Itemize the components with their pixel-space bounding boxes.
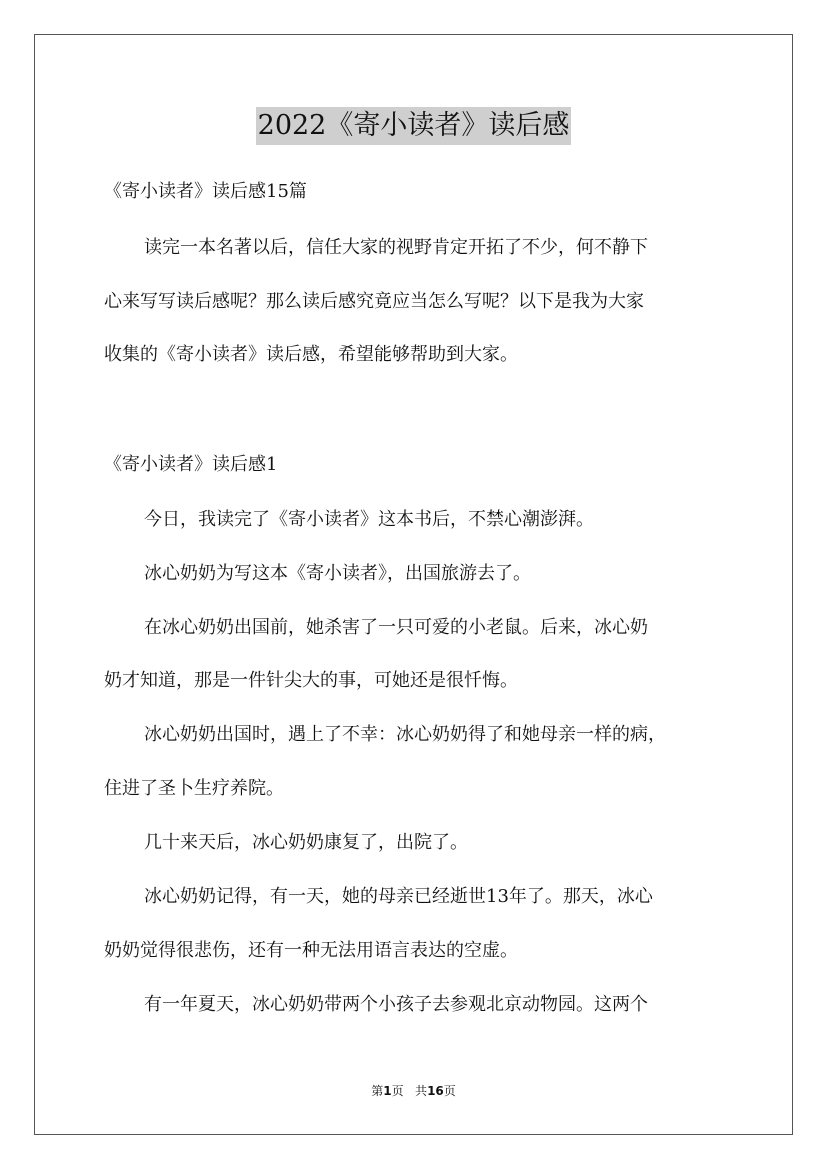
- body-line-5: 冰心奶奶出国时，遇上了不幸：冰心奶奶得了和她母亲一样的病，: [144, 724, 666, 745]
- document-title-text: 2022《寄小读者》读后感: [256, 107, 572, 145]
- body-line-3: 在冰心奶奶出国前，她杀害了一只可爱的小老鼠。后来，冰心奶: [144, 617, 648, 638]
- section-heading: 《寄小读者》读后感1: [104, 454, 278, 475]
- body-line-9: 奶奶觉得很悲伤，还有一种无法用语言表达的空虚。: [104, 940, 518, 961]
- document-title: [0, 104, 827, 145]
- total-page-count: 16: [427, 1084, 444, 1098]
- body-line-8: 冰心奶奶记得，有一天，她的母亲已经逝世13年了。那天，冰心: [144, 886, 653, 907]
- intro-line-1: 读完一本名著以后，信任大家的视野肯定开拓了不少，何不静下: [144, 237, 648, 258]
- intro-line-3: 收集的《寄小读者》读后感，希望能够帮助到大家。: [104, 344, 518, 365]
- page-footer: [0, 1083, 827, 1099]
- footer-prefix: 第: [371, 1084, 384, 1098]
- body-line-7: 几十来天后，冰心奶奶康复了，出院了。: [144, 832, 468, 853]
- current-page-number: 1: [383, 1084, 392, 1098]
- body-line-2: 冰心奶奶为写这本《寄小读者》，出国旅游去了。: [144, 563, 531, 584]
- footer-page-suffix: 页: [391, 1084, 404, 1098]
- body-line-4: 奶才知道，那是一件针尖大的事，可她还是很忏悔。: [104, 670, 518, 691]
- footer-total-prefix: 共: [415, 1084, 428, 1098]
- body-line-10: 有一年夏天，冰心奶奶带两个小孩子去参观北京动物园。这两个: [144, 994, 648, 1015]
- footer-total-suffix: 页: [443, 1084, 456, 1098]
- intro-line-2: 心来写写读后感呢？那么读后感究竟应当怎么写呢？以下是我为大家: [104, 291, 644, 312]
- body-line-6: 住进了圣卜生疗养院。: [104, 778, 284, 799]
- body-line-1: 今日，我读完了《寄小读者》这本书后，不禁心潮澎湃。: [144, 509, 594, 530]
- collection-heading: 《寄小读者》读后感15篇: [104, 181, 307, 202]
